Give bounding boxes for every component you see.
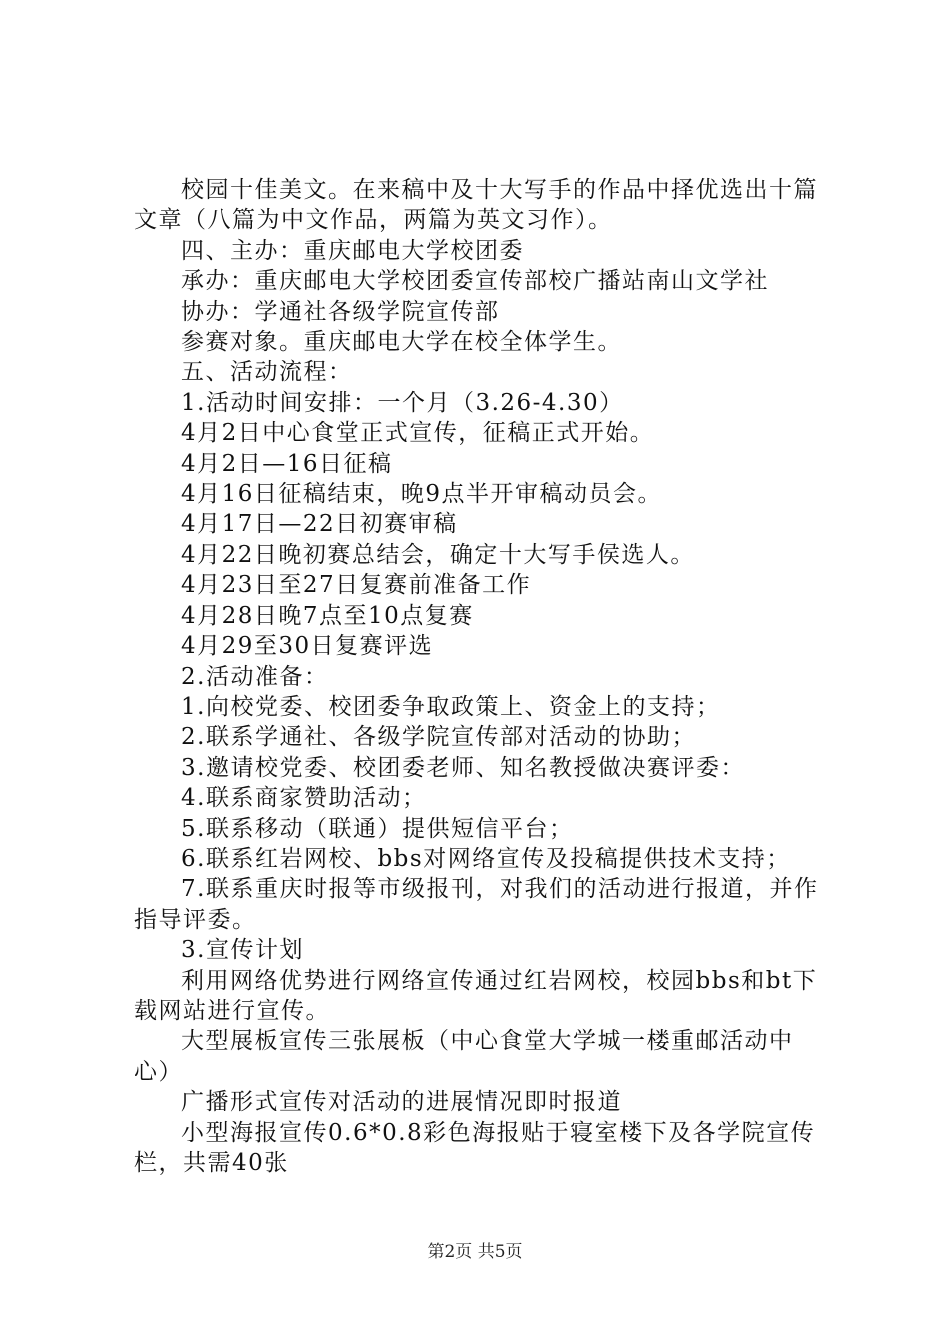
preparation-item: 4.联系商家赞助活动；	[181, 785, 427, 812]
paragraph-participants: 参赛对象。重庆邮电大学在校全体学生。	[181, 329, 622, 356]
preparation-item: 5.联系移动（联通）提供短信平台；	[181, 815, 574, 842]
paragraph-co-organizer: 协办：学通社各级学院宣传部	[181, 298, 500, 325]
subsection-preparation: 2.活动准备：	[181, 663, 329, 690]
subsection-schedule: 1.活动时间安排：一个月（3.26-4.30）	[181, 389, 624, 416]
paragraph-organizer: 四、主办：重庆邮电大学校团委	[181, 237, 524, 264]
preparation-item: 3.邀请校党委、校团委老师、知名教授做决赛评委：	[181, 754, 745, 781]
schedule-item: 4月16日征稿结束，晚9点半开审稿动员会。	[181, 481, 663, 508]
preparation-item: 2.联系学通社、各级学院宣传部对活动的协助；	[181, 724, 696, 751]
page-number: 第2页 共5页	[427, 1242, 523, 1262]
section-heading-process: 五、活动流程：	[181, 359, 353, 386]
paragraph-undertaker: 承办：重庆邮电大学校团委宣传部校广播站南山文学社	[181, 268, 769, 295]
subsection-publicity: 3.宣传计划	[181, 937, 304, 964]
page-footer	[0, 1241, 950, 1263]
preparation-item: 1.向校党委、校团委争取政策上、资金上的支持；	[181, 693, 721, 720]
schedule-item: 4月23日至27日复赛前准备工作	[181, 572, 532, 599]
publicity-item: 大型展板宣传三张展板（中心食堂大学城一楼重邮活动中心）	[134, 1028, 794, 1085]
preparation-item: 7.联系重庆时报等市级报刊，对我们的活动进行报道，并作指导评委。	[134, 876, 819, 933]
publicity-item: 利用网络优势进行网络宣传通过红岩网校，校园bbs和bt下载网站进行宣传。	[134, 967, 818, 1024]
paragraph-intro: 校园十佳美文。在来稿中及十大写手的作品中择优选出十篇文章（八篇为中文作品，两篇为英文习作）。	[134, 177, 818, 234]
schedule-item: 4月2日—16日征稿	[181, 450, 393, 477]
schedule-item: 4月22日晚初赛总结会，确定十大写手侯选人。	[181, 541, 695, 568]
publicity-item: 广播形式宣传对活动的进展情况即时报道	[181, 1089, 622, 1116]
schedule-item: 4月29至30日复赛评选	[181, 633, 434, 660]
schedule-item: 4月28日晚7点至10点复赛	[181, 602, 474, 629]
preparation-item: 6.联系红岩网校、bbs对网络宣传及投稿提供技术支持；	[181, 845, 791, 872]
document-body	[134, 175, 830, 1178]
schedule-item: 4月17日—22日初赛审稿	[181, 511, 458, 538]
schedule-item: 4月2日中心食堂正式宣传，征稿正式开始。	[181, 420, 655, 447]
publicity-item: 小型海报宣传0.6*0.8彩色海报贴于寝室楼下及各学院宣传栏，共需40张	[134, 1119, 816, 1176]
